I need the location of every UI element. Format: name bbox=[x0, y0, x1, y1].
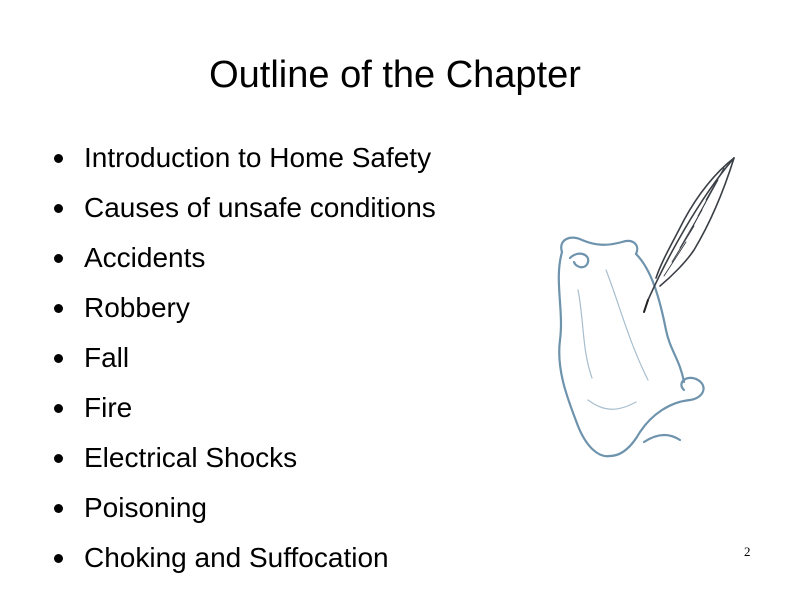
list-item bbox=[46, 283, 526, 333]
list-item bbox=[46, 483, 526, 533]
bullet-icon bbox=[54, 254, 63, 263]
bullet-text: Fire bbox=[84, 392, 133, 423]
bullet-icon bbox=[54, 554, 63, 563]
list-item bbox=[46, 233, 526, 283]
bullet-list bbox=[46, 133, 526, 583]
slide-title: Outline of the Chapter bbox=[209, 54, 581, 96]
bullet-text: Causes of unsafe conditions bbox=[84, 192, 436, 223]
list-item bbox=[46, 183, 526, 233]
bullet-icon bbox=[54, 454, 63, 463]
list-item bbox=[46, 133, 526, 183]
page-number: 2 bbox=[744, 544, 751, 559]
bullet-text: Accidents bbox=[84, 242, 206, 273]
bullet-text: Robbery bbox=[84, 292, 190, 323]
list-item bbox=[46, 333, 526, 383]
quill-and-scroll-icon bbox=[548, 150, 748, 470]
bullet-icon bbox=[54, 204, 63, 213]
bullet-text: Electrical Shocks bbox=[84, 442, 298, 473]
bullet-icon bbox=[54, 354, 63, 363]
bullet-text: Choking and Suffocation bbox=[84, 542, 389, 573]
list-item bbox=[46, 533, 526, 583]
bullet-icon bbox=[54, 404, 63, 413]
bullet-icon bbox=[54, 504, 63, 513]
list-item bbox=[46, 383, 526, 433]
list-item bbox=[46, 433, 526, 483]
bullet-text: Poisoning bbox=[84, 492, 207, 523]
bullet-icon bbox=[54, 154, 63, 163]
bullet-icon bbox=[54, 304, 63, 313]
bullet-text: Fall bbox=[84, 342, 130, 373]
bullet-text: Introduction to Home Safety bbox=[84, 142, 432, 173]
